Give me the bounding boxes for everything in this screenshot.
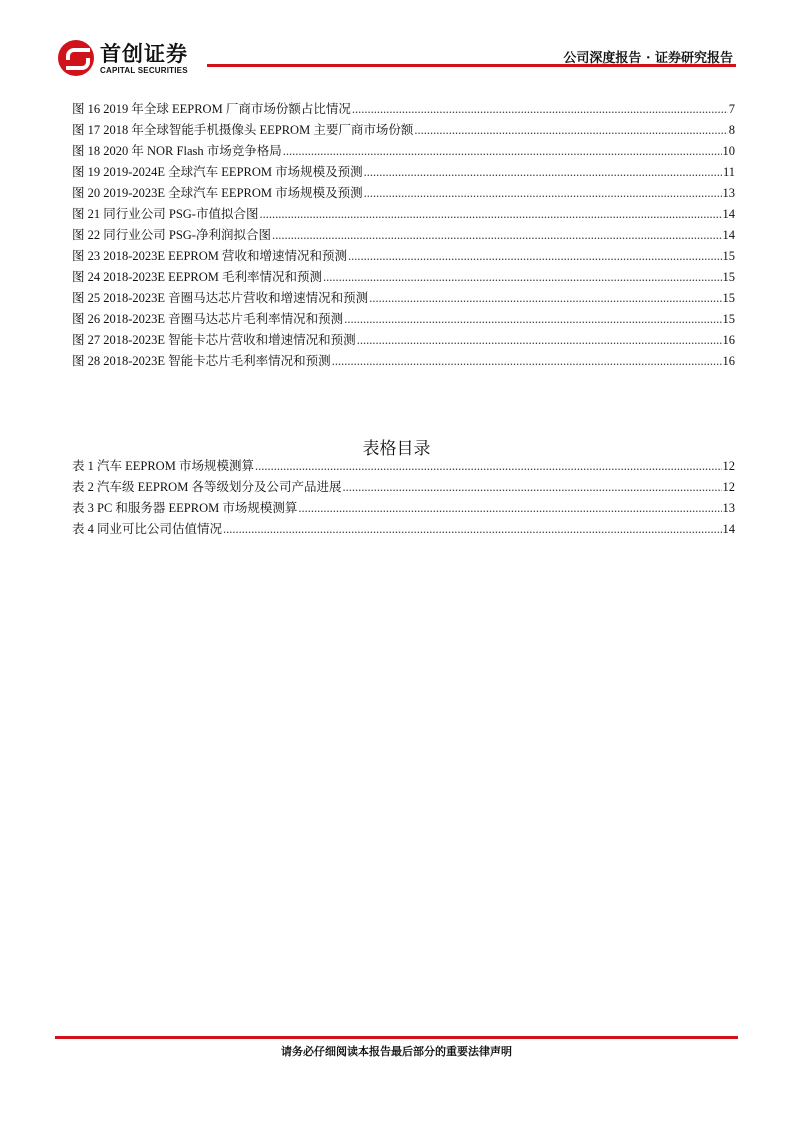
dot-leader	[332, 351, 722, 372]
entry-title: 图 28 2018-2023E 智能卡芯片毛利率情况和预测	[72, 354, 331, 368]
dot-leader	[223, 519, 721, 540]
dot-leader	[298, 498, 721, 519]
toc-figure-entry[interactable]	[72, 288, 735, 309]
entry-page: 12	[722, 459, 735, 473]
toc-figure-entry[interactable]	[72, 162, 735, 183]
entry-page: 15	[722, 291, 735, 305]
toc-table-entry[interactable]	[72, 456, 735, 477]
entry-page: 15	[722, 270, 735, 284]
dot-leader	[364, 162, 722, 183]
dot-leader	[352, 99, 728, 120]
dot-leader	[357, 330, 722, 351]
toc-figure-entry[interactable]	[72, 141, 735, 162]
entry-page: 14	[722, 228, 735, 242]
entry-title: 图 18 2020 年 NOR Flash 市场竞争格局	[72, 144, 282, 158]
toc-figure-entry[interactable]	[72, 204, 735, 225]
logo-s-icon	[58, 40, 94, 76]
toc-table-entry[interactable]	[72, 519, 735, 540]
entry-title: 图 19 2019-2024E 全球汽车 EEPROM 市场规模及预测	[72, 165, 363, 179]
dot-leader	[369, 288, 721, 309]
toc-table-entry[interactable]	[72, 477, 735, 498]
toc-figure-entry[interactable]	[72, 309, 735, 330]
entry-title: 图 24 2018-2023E EEPROM 毛利率情况和预测	[72, 270, 323, 284]
entry-title: 表 2 汽车级 EEPROM 各等级划分及公司产品进展	[72, 480, 342, 494]
entry-title: 图 23 2018-2023E EEPROM 营收和增速情况和预测	[72, 249, 348, 263]
dot-leader	[259, 204, 721, 225]
entry-title: 表 3 PC 和服务器 EEPROM 市场规模测算	[72, 501, 298, 515]
entry-title: 图 27 2018-2023E 智能卡芯片营收和增速情况和预测	[72, 333, 356, 347]
toc-figure-entry[interactable]	[72, 183, 735, 204]
toc-figure-entry[interactable]	[72, 99, 735, 120]
entry-page: 14	[722, 522, 735, 536]
toc-figure-entry[interactable]	[72, 246, 735, 267]
table-list	[72, 456, 735, 540]
entry-page: 15	[722, 249, 735, 263]
entry-page: 8	[728, 123, 735, 137]
entry-page: 16	[722, 333, 735, 347]
entry-page: 15	[722, 312, 735, 326]
dot-leader	[414, 120, 727, 141]
entry-page: 10	[722, 144, 735, 158]
entry-page: 14	[722, 207, 735, 221]
entry-title: 表 1 汽车 EEPROM 市场规模测算	[72, 459, 254, 473]
entry-title: 表 4 同业可比公司估值情况	[72, 522, 223, 536]
entry-title: 图 20 2019-2023E 全球汽车 EEPROM 市场规模及预测	[72, 186, 363, 200]
dot-leader	[272, 225, 722, 246]
entry-title: 图 22 同行业公司 PSG-净利润拟合图	[72, 228, 271, 242]
toc-figure-entry[interactable]	[72, 330, 735, 351]
entry-page: 11	[722, 165, 735, 179]
dot-leader	[255, 456, 722, 477]
dot-leader	[323, 267, 721, 288]
figure-list	[72, 99, 735, 372]
entry-page: 16	[722, 354, 735, 368]
dot-leader	[283, 141, 722, 162]
entry-title: 图 26 2018-2023E 音圈马达芯片毛利率情况和预测	[72, 312, 344, 326]
footer-divider	[55, 1036, 738, 1039]
company-logo	[58, 40, 188, 76]
dot-leader	[344, 309, 721, 330]
dot-leader	[348, 246, 721, 267]
entry-title: 图 16 2019 年全球 EEPROM 厂商市场份额占比情况	[72, 102, 351, 116]
entry-title: 图 21 同行业公司 PSG-市值拟合图	[72, 207, 259, 221]
dot-leader	[342, 477, 721, 498]
toc-figure-entry[interactable]	[72, 225, 735, 246]
logo-en: CAPITAL SECURITIES	[100, 65, 188, 75]
entry-page: 13	[722, 501, 735, 515]
legal-notice: 请务必仔细阅读本报告最后部分的重要法律声明	[281, 1045, 512, 1058]
report-type: 公司深度报告 · 证券研究报告	[563, 51, 733, 66]
entry-title: 图 17 2018 年全球智能手机摄像头 EEPROM 主要厂商市场份额	[72, 123, 414, 137]
logo-cn: 首创证券	[100, 41, 188, 66]
dot-leader	[364, 183, 722, 204]
entry-title: 图 25 2018-2023E 音圈马达芯片营收和增速情况和预测	[72, 291, 369, 305]
toc-figure-entry[interactable]	[72, 267, 735, 288]
toc-figure-entry[interactable]	[72, 120, 735, 141]
tables-heading: 表格目录	[362, 439, 431, 459]
toc-figure-entry[interactable]	[72, 351, 735, 372]
entry-page: 7	[728, 102, 735, 116]
entry-page: 13	[722, 186, 735, 200]
entry-page: 12	[722, 480, 735, 494]
toc-table-entry[interactable]	[72, 498, 735, 519]
